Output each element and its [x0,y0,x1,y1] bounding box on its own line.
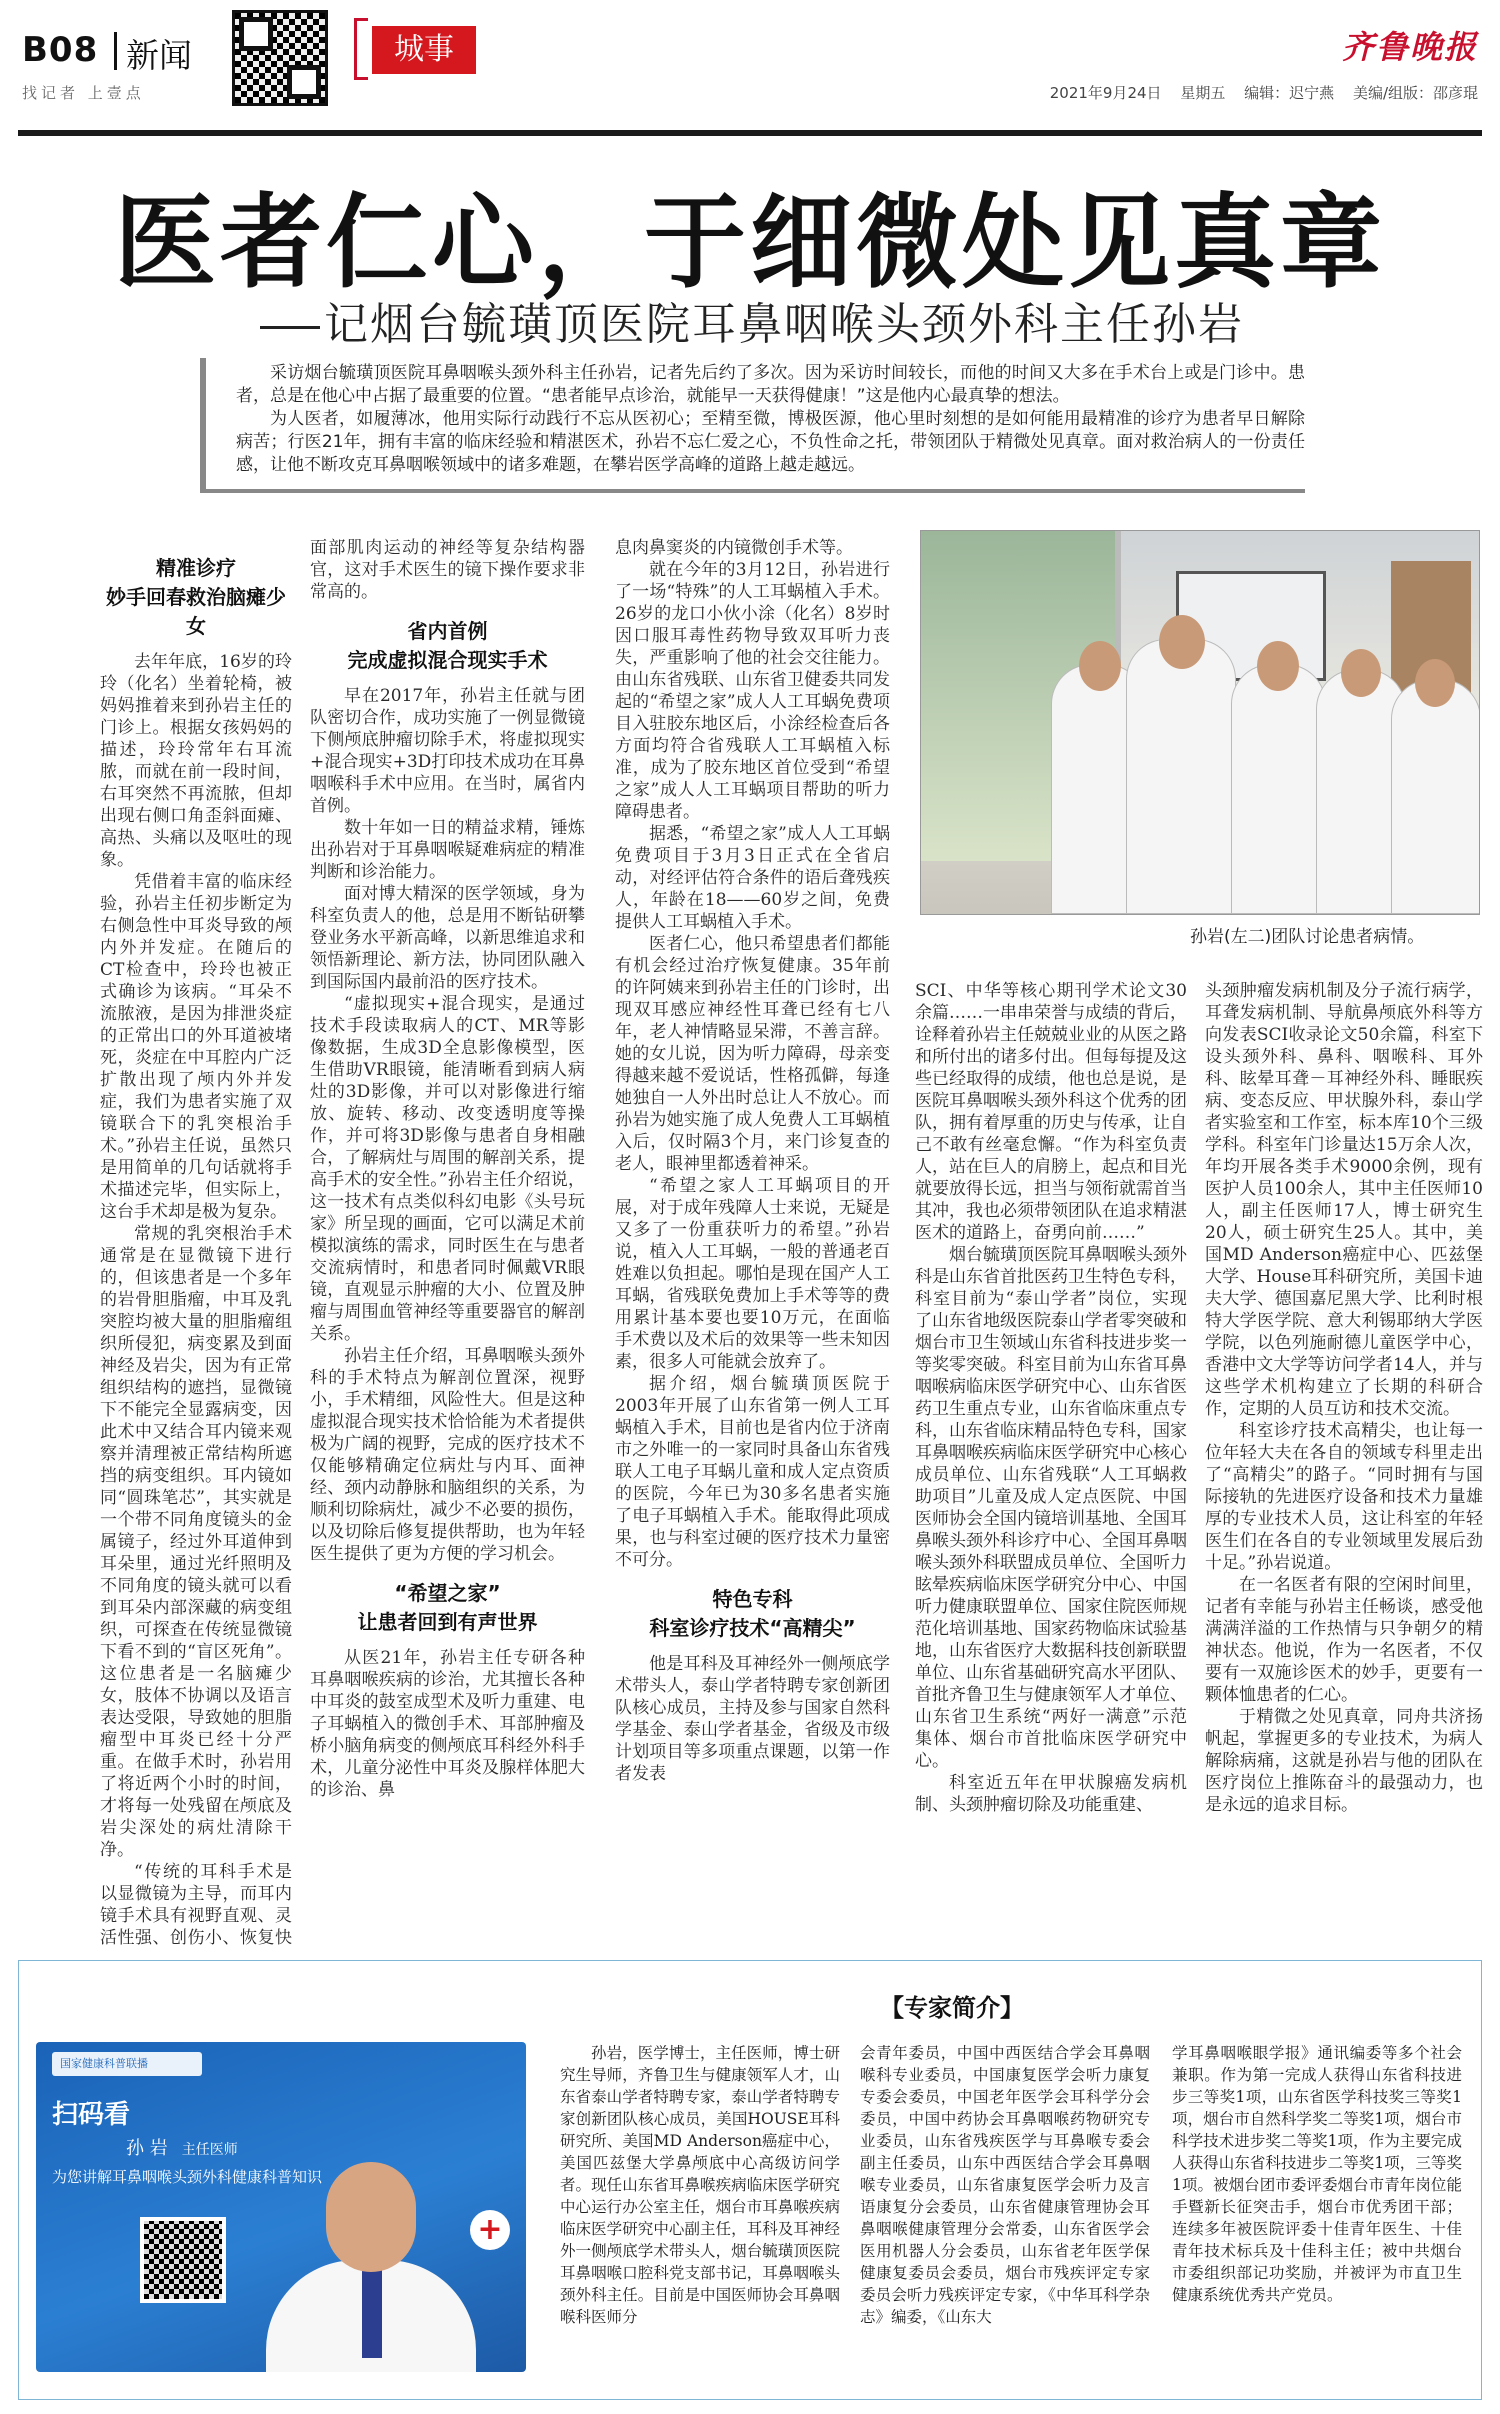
lead-box [200,358,1305,493]
paragraph: 科室近五年在甲状腺癌发病机制、头颈肿瘤切除及功能重建、 [915,1773,1187,1815]
paragraph: 头颈肿瘤发病机制及分子流行病学，耳聋发病机制、导航鼻颅底外科等方向发表SCI收录论文50余篇，科室下设头颈外科、鼻科、咽喉科、耳外科、眩晕耳聋－耳神经外科、睡眠疾病、变态反应、甲状腺外科，泰山学者实验室和工作室，标本库10个三级学科。科室年门诊量达15万余人次，年均开展各类手术9000余例，现有医护人员100余人，其中主任医师10人，副主任医师17人，博士研究生20人，硕士研究生25人。其中，美国MD Anderson癌症中心、匹兹堡大学、House耳科研究所，美国卡迪夫大学、德国嘉尼黑大学、比利时根特大学医学院、意大利锡耶纳大学医学院，以色列施耐德儿童医学中心，香港中文大学等访问学者14人，并与这些学术机构建立了长期的科研合作，定期的人员互访和技术交流。 [1205,981,1483,1419]
page-number: B08 [22,30,99,70]
article-column-2 [310,537,585,1947]
paragraph: 孙岩主任介绍，耳鼻咽喉头颈外科的手术特点为解剖位置深，视野小，手术精细，风险性大。但是这种虚拟混合现实技术恰恰能为术者提供极为广阔的视野，完成的医疗技术不仅能够精确定位病灶与内耳、面神经、颈内动静脉和脑组织的关系，为顺利切除病灶，减少不必要的损伤，以及切除后修复提供帮助，也为年轻医生提供了更为方便的学习机会。 [310,1346,585,1564]
paragraph: 从医21年，孙岩主任专研各种耳鼻咽喉疾病的诊治，尤其擅长各种中耳炎的鼓室成型术及听力重建、电子耳蜗植入的微创手术、耳部肿瘤及桥小脑角病变的侧颅底耳科经外科手术，儿童分泌性中耳炎及腺样体肥大的诊治、鼻 [310,1648,585,1800]
lead-paragraph: 采访烟台毓璜顶医院耳鼻咽喉头颈外科主任孙岩，记者先后约了多次。因为采访时间较长，而他的时间又大多在手术台上或是门诊中。患者，总是在他心中占据了最重要的位置。“患者能早点诊治，就能早一天获得健康！”这是他内心最真挚的想法。 [236,363,1305,406]
photo-person [1231,664,1326,914]
article-column-4 [915,980,1187,1940]
paragraph: “虚拟现实+混合现实，是通过技术手段读取病人的CT、MR等影像数据，生成3D全息影像模型，医生借助VR眼镜，能清晰看到病人病灶的3D影像，并可以对影像进行缩放、旋转、移动、改变透明度等操作，并可将3D影像与患者自身相融合，了解病灶与周围的解剖关系，提高手术的安全性。”孙岩主任介绍说，这一技术有点类似科幻电影《头号玩家》所呈现的画面，它可以满足术前模拟演练的需求，同时医生在与患者交流病情时，和患者同时佩戴VR眼镜，直观显示肿瘤的大小、位置及肿瘤与周围血管神经等重要器官的解剖关系。 [310,994,585,1344]
divider [114,32,117,70]
scan-prompt: 扫码看 [52,2100,131,2130]
photo-caption: 孙岩(左二)团队讨论患者病情。 [1190,927,1425,947]
photo-head [1415,659,1455,707]
paragraph: SCI、中华等核心期刊学术论文30余篇……一串串荣誉与成绩的背后，诠释着孙岩主任兢兢业业的从医之路和所付出的诸多付出。但每每提及这些已经取得的成绩，他也总是说，是医院耳鼻咽喉头颈外科这个优秀的团队，拥有着厚重的历史与传承，让自己不敢有丝毫怠懈。“作为科室负责人，站在巨人的肩膀上，起点和目光就要放得长远，担当与领衔就需首当其冲，我也必须带领团队在追求精湛医术的道路上，奋勇向前……” [915,981,1187,1243]
paragraph: 医者仁心，他只希望患者们都能有机会经过治疗恢复健康。35年前的许阿姨来到孙岩主任的门诊时，出现双耳感应神经性耳聋已经有七八年，老人神情略显呆滞，不善言辞。她的女儿说，因为听力障碍，母亲变得越来越不爱说话，性格孤僻，每逢她独自一人外出时总让人不放心。而孙岩为她实施了成人免费人工耳蜗植入后，仅时隔3个月，来门诊复查的老人，眼神里都透着神采。 [615,934,890,1174]
paragraph: “希望之家人工耳蜗项目的开展，对于成年残障人士来说，无疑是又多了一份重获听力的希望。”孙岩说，植入人工耳蜗，一般的普通老百姓难以负担起。哪怕是现在国产人工耳蜗，省残联免费加上手术等等的费用累计基本要也要10万元，在面临手术费以及术后的效果等一些未知因素，很多人可能就会放弃了。 [615,1176,890,1372]
photo-head [1257,641,1299,691]
channel-tag [354,18,486,80]
paragraph: 就在今年的3月12日，孙岩进行了一场“特殊”的人工耳蜗植入手术。26岁的龙口小伙小涂（化名）8岁时因口服耳毒性药物导致双耳听力丧失，严重影响了他的社会交往能力。由山东省残联、山东省卫健委共同发起的“希望之家”成人人工耳蜗免费项目入驻胶东地区后，小涂经检查后各方面均符合省残联人工耳蜗植入标准，成为了胶东地区首位受到“希望之家”成人人工耳蜗项目帮助的听力障碍患者。 [615,560,890,822]
slogan: 找记者 上壹点 [22,84,145,102]
editor-credit: 编辑：迟宁燕 [1244,84,1335,102]
section-heading: 省内首例 完成虚拟混合现实手术 [347,619,548,672]
issue-meta [1036,82,1478,103]
section-name: 新闻 [126,36,192,75]
paragraph: 常规的乳突根治手术通常是在显微镜下进行的，但该患者是一个多年的岩骨胆脂瘤，中耳及乳突腔均被大量的胆脂瘤组织所侵犯，病变累及到面神经及岩尖，因为有正常组织结构的遮挡，显微镜下不能完全显露病变，因此术中又结合耳内镜来观察并清理被正常结构所遮挡的病变组织。耳内镜如同“圆珠笔芯”，其实就是一个带不同角度镜头的金属镜子，经过外耳道伸到耳朵里，通过光纤照明及不同角度的镜头就可以看到耳朵内部深藏的病变组织，可探查在传统显微镜下看不到的“盲区死角”。这位患者是一名脑瘫少女，肢体不协调以及语言表达受限，导致她的胆脂瘤型中耳炎已经十分严重。在做手术时，孙岩用了将近两个小时的时间，才将每一处残留在颅底及岩尖深处的病灶清除干净。 [100,1224,292,1860]
photo-head [1341,649,1381,697]
paragraph: 在一名医者有限的空闲时间里，记者有幸能与孙岩主任畅谈，感受他满满洋溢的工作热情与只争朝夕的精神状态。他说，作为一名医者，不仅要有一双施诊医术的妙手，更要有一颗体恤患者的仁心。 [1205,1575,1483,1705]
program-logo: 国家健康科普联播 [52,2052,202,2076]
paragraph: 息肉鼻窦炎的内镜微创手术等。 [615,538,853,558]
doctor-name [126,2134,238,2160]
paragraph: 数十年如一日的精益求精，锤炼出孙岩对于耳鼻咽喉疑难病症的精准判断和诊治能力。 [310,818,585,882]
doctor-title: 主任医师 [181,2142,238,2158]
doctor-tie [362,2268,382,2358]
designer-credit: 美编/组版：邵彦琨 [1352,84,1478,102]
masthead [18,10,1482,125]
photo-person [1391,679,1480,914]
newspaper-logo: 齐鲁晚报 [1341,28,1478,66]
section-heading: 精准诊疗 妙手回春救治脑瘫少女 [106,556,286,638]
article-column-3 [615,537,890,1947]
paragraph: 面部肌肉运动的神经等复杂结构器官，这对手术医生的镜下操作要求非常高的。 [310,538,585,602]
article-column-5 [1205,980,1483,1940]
section-heading: 特色专科 科室诊疗技术“高精尖” [649,1587,856,1640]
qr-code-icon [232,10,328,106]
channel-label: 城事 [372,26,476,74]
subheadline-text: 记烟台毓璜顶医院耳鼻咽喉头颈外科主任孙岩 [324,299,1244,350]
paragraph: 烟台毓璜顶医院耳鼻咽喉头颈外科是山东省首批医药卫生特色专科，科室目前为“泰山学者”岗位，实现了山东省地级医院泰山学者零突破和烟台市卫生领域山东省科技进步奖一等奖零突破。科室目前为山东省耳鼻咽喉病临床医学研究中心、山东省医药卫生重点专业，山东省临床重点专科，山东省临床精品特色专科，国家耳鼻咽喉疾病临床医学研究中心核心成员单位、山东省残联“人工耳蜗救助项目”儿童及成人定点医院、中国医师协会全国内镜培训基地、全国耳鼻喉头颈外科诊疗中心、全国耳鼻咽喉头颈外科联盟成员单位、全国听力眩晕疾病临床医学研究分中心、中国听力健康联盟单位、国家住院医师规范化培训基地、国家药物临床试验基地，山东省医疗大数据科技创新联盟单位、山东省基础研究高水平团队、首批齐鲁卫生与健康领军人才单位、山东省卫生系统“两好一满意”示范集体、烟台市首批临床医学研究中心。 [915,1245,1187,1771]
expert-bio-column-3: 学耳鼻咽喉眼学报》通讯编委等多个社会兼职。作为第一完成人获得山东省科技进步三等奖1项，山东省医学科技奖三等奖1项，烟台市自然科学奖二等奖1项，烟台市科学技术进步奖二等奖1项，作为主要完成人获得山东省科技进步二等奖1项，三等奖1项。被烟台团市委评委烟台市青年岗位能手暨新长征突击手，烟台市优秀团干部；连续多年被医院评委十佳青年医生、十佳青年技术标兵及十佳科主任；被中共烟台市委组织部记功奖励，并被评为市直卫生健康系统优秀共产党员。 [1172,2044,1462,2304]
paragraph: 去年年底，16岁的玲玲（化名）坐着轮椅，被妈妈推着来到孙岩主任的门诊上。根据女孩妈妈的描述，玲玲常年右耳流脓，而就在前一段时间，右耳突然不再流脓，但却出现右侧口角歪斜面瘫、高热、头痛以及呕吐的现象。 [100,652,292,870]
doctor-portrait-head [326,2162,416,2272]
photo-head [1159,615,1205,669]
issue-weekday: 星期五 [1180,84,1226,102]
photo-person [1126,639,1236,914]
section-heading: “希望之家” 让患者回到有声世界 [357,1581,538,1634]
lead-paragraph: 为人医者，如履薄冰，他用实际行动践行不忘从医初心；至精至微，博极医源，他心里时刻想的是如何能用最精准的诊疗为患者早日解除病苦；行医21年，拥有丰富的临床经验和精湛医术，孙岩不忘仁爱之心，不负性命之托，带领团队于精微处见真章。面对救治病人的一份责任感，让他不断攻克耳鼻咽喉领域中的诸多难题，在攀岩医学高峰的道路上越走越远。 [236,409,1305,475]
article-column-1 [100,540,292,1950]
video-promo-card[interactable] [36,2042,526,2372]
subheadline [260,288,1244,352]
expert-profile-title: 【专家简介】 [880,1994,1024,2022]
paragraph: 据悉，“希望之家”成人人工耳蜗免费项目于3月3日正式在全省启动，对经评估符合条件的语后聋残疾人，年龄在18——60岁之间，免费提供人工耳蜗植入手术。 [615,824,890,932]
paragraph: 于精微之处见真章，同舟共济扬帆起，掌握更多的专业技术，为病人解除病痛，这就是孙岩与他的团队在医疗岗位上推陈奋斗的最强动力，也是永远的追求目标。 [1205,1707,1483,1815]
medical-cross-icon: + [470,2210,510,2250]
issue-date: 2021年9月24日 [1049,84,1162,102]
paragraph: “传统的耳科手术是以显微镜为主导，而耳内镜手术具有视野直观、灵活性强、创伤小、恢复快 [100,1862,292,1948]
paragraph: 凭借着丰富的临床经验，孙岩主任初步断定为右侧急性中耳炎导致的颅内外并发症。在随后的CT检查中，玲玲也被正式确诊为该病。“耳朵不流脓液，是因为排泄炎症的正常出口的外耳道被堵死，炎症在中耳腔内广泛扩散出现了颅内外并发症，我们为患者实施了双镜联合下的乳突根治手术。”孙岩主任说，虽然只是用简单的几句话就将手术描述完毕，但实际上，这台手术却是极为复杂。 [100,872,292,1222]
bracket-decoration [354,18,368,80]
qr-code-icon[interactable] [140,2217,226,2303]
paragraph: 他是耳科及耳神经外一侧颅底学术带头人，泰山学者特聘专家创新团队核心成员，主持及参与国家自然科学基金、泰山学者基金，省级及市级计划项目等多项重点课题，以第一作者发表 [615,1654,890,1784]
doctor-name-text: 孙 岩 [126,2138,168,2159]
paragraph: 科室诊疗技术高精尖，也让每一位年轻大夫在各自的领域专科里走出了“高精尖”的路子。“同时拥有与国际接轨的先进医疗设备和技术力量雄厚的专业技术人员，这让科室的年轻医生们在各自的专业领域里发展后劲十足。”孙岩说道。 [1205,1421,1483,1573]
photo-head [1079,641,1121,691]
paragraph: 早在2017年，孙岩主任就与团队密切合作，成功实施了一例显微镜下侧颅底肿瘤切除手术，将虚拟现实+混合现实+3D打印技术成功在耳鼻咽喉科手术中应用。在当时，属省内首例。 [310,686,585,816]
paragraph: 面对博大精深的医学领域，身为科室负责人的他，总是用不断钻研攀登业务水平新高峰，以新思维追求和领悟新理论、新方法，协同团队融入到国际国内最前沿的医疗技术。 [310,884,585,992]
expert-bio-column-1: 孙岩，医学博士，主任医师，博士研究生导师，齐鲁卫生与健康领军人才，山东省泰山学者特聘专家，泰山学者特聘专家创新团队核心成员，美国HOUSE耳科研究所、美国MD Anderson癌症中心，美国匹兹堡大学鼻颅底中心高级访问学者。现任山东省耳鼻喉疾病临床医学研究中心运行办公室主任，烟台市耳鼻喉疾病临床医学研究中心副主任，耳科及耳神经外一侧颅底学术带头人，烟台毓璜顶医院耳鼻咽喉口腔科党支部书记，耳鼻咽喉头颈外科主任。目前是中国医师协会耳鼻咽喉科医师分 [560,2044,840,2326]
expert-bio-column-2: 会青年委员，中国中西医结合学会耳鼻咽喉科专业委员，中国康复医学会听力康复专委会委员，中国老年医学会耳科学分会委员，中国中药协会耳鼻咽喉药物研究专业委员，山东省残疾医学与耳鼻喉专委会副主任委员，山东中西医结合学会耳鼻咽喉专业委员，山东省康复医学会听力及言语康复分会委员，山东省健康管理协会耳鼻咽喉健康管理分会常委，山东省医学会医用机器人分会委员，山东省老年医学保健康复委员会委员，烟台市残疾评定专家委员会听力残疾评定专家，《中华耳科学杂志》编委，《山东大 [860,2044,1150,2326]
header-rule [18,130,1482,136]
paragraph: 据介绍，烟台毓璜顶医院于2003年开展了山东省第一例人工耳蜗植入手术，目前也是省内位于济南市之外唯一的一家同时具备山东省残联人工电子耳蜗儿童和成人定点资质的医院，今年已为30多名患者实施了电子耳蜗植入手术。能取得此项成果，也与科室过硬的医疗技术力量密不可分。 [615,1374,890,1570]
team-photo [920,530,1480,915]
headline: 医者仁心，于细微处见真章 [114,184,1386,303]
promo-slogan: 为您讲解耳鼻咽喉头颈外科健康科普知识 [52,2168,323,2186]
